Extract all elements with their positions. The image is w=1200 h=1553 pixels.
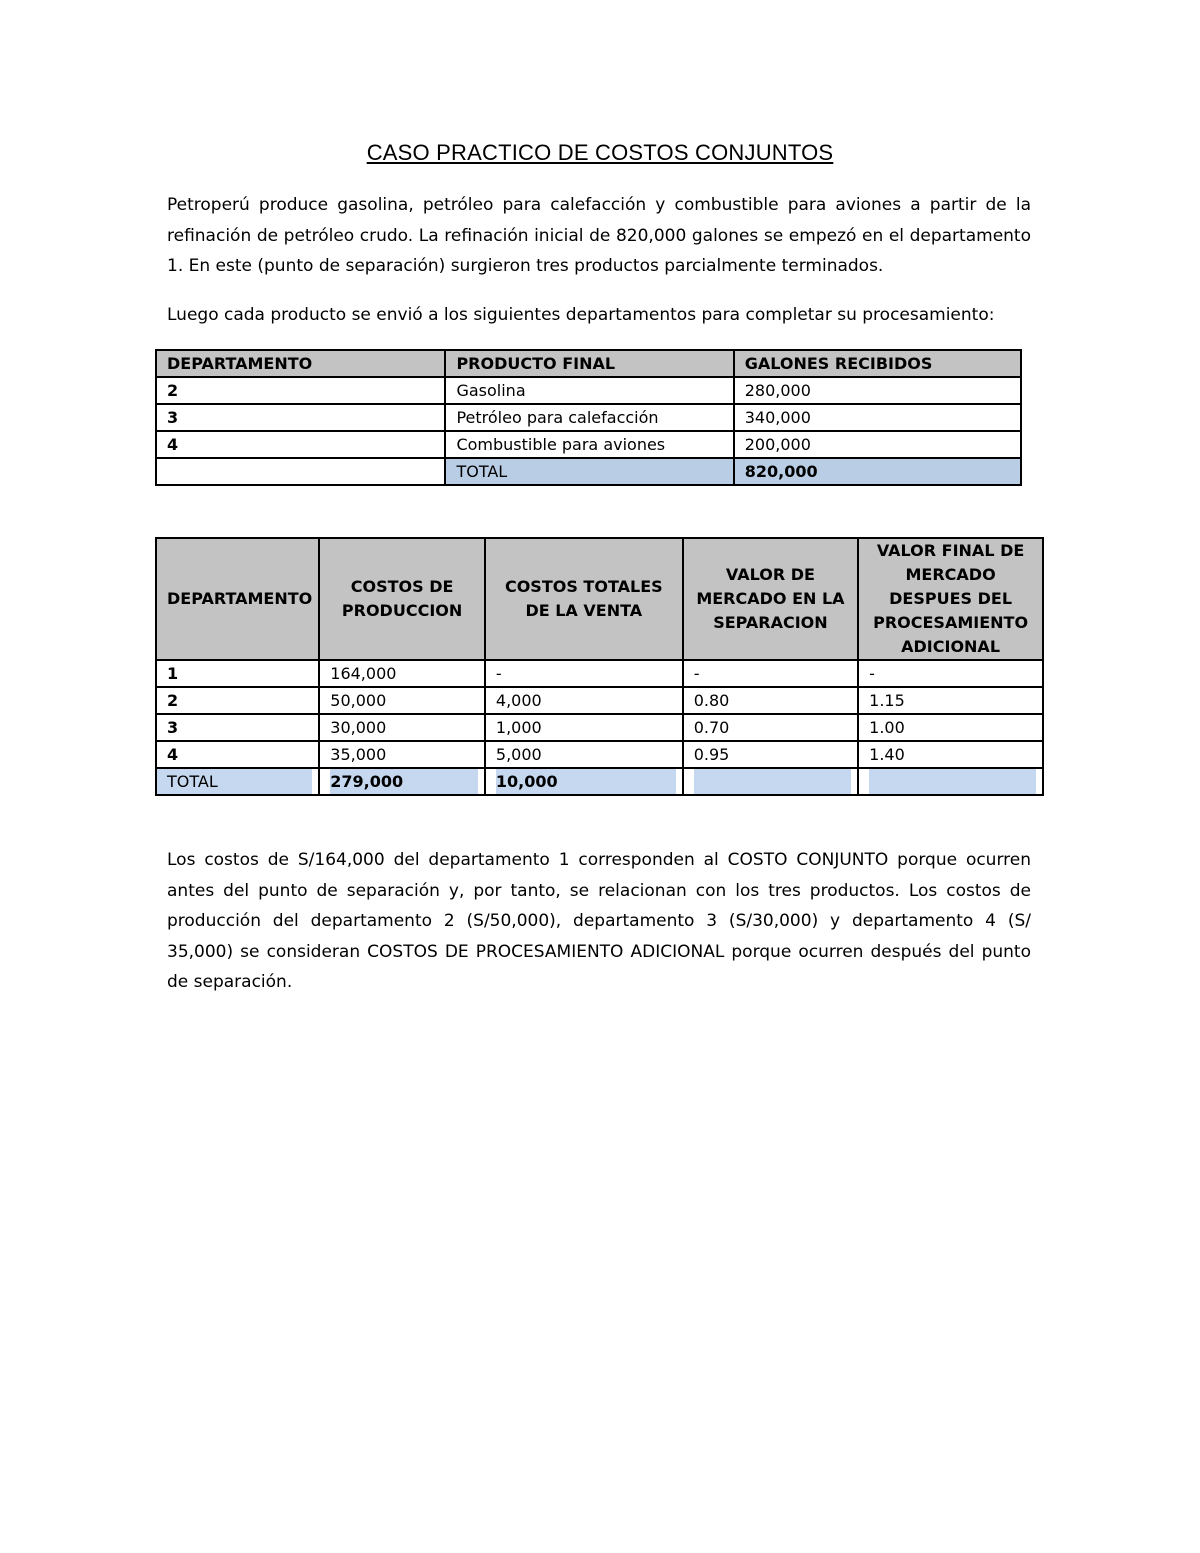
table-cell: 35,000 bbox=[319, 741, 485, 768]
table-row bbox=[156, 660, 1043, 687]
header-cell: VALOR FINAL DE MERCADO DESPUES DEL PROCESAMIENTO ADICIONAL bbox=[858, 538, 1043, 660]
total-gallons: 820,000 bbox=[734, 458, 1021, 485]
table-cell: 4 bbox=[156, 431, 445, 458]
header-cell: COSTOS TOTALES DE LA VENTA bbox=[485, 538, 683, 660]
table-cell: 2 bbox=[156, 377, 445, 404]
header-cell: GALONES RECIBIDOS bbox=[734, 350, 1021, 377]
total-row bbox=[156, 768, 1043, 795]
total-production: 279,000 bbox=[330, 769, 478, 794]
table-row bbox=[156, 687, 1043, 714]
total-label-cell bbox=[156, 768, 319, 795]
gallons-table bbox=[155, 349, 1022, 486]
header-cell: DEPARTAMENTO bbox=[156, 538, 319, 660]
header-cell: PRODUCTO FINAL bbox=[445, 350, 733, 377]
table-row bbox=[156, 431, 1021, 458]
table-cell: 1,000 bbox=[485, 714, 683, 741]
table-cell: 30,000 bbox=[319, 714, 485, 741]
header-cell: VALOR DE MERCADO EN LA SEPARACION bbox=[683, 538, 858, 660]
table-cell: - bbox=[485, 660, 683, 687]
table-cell: 164,000 bbox=[319, 660, 485, 687]
table-cell: 1.00 bbox=[858, 714, 1043, 741]
total-sales-cell bbox=[485, 768, 683, 795]
total-sales: 10,000 bbox=[496, 769, 676, 794]
table-cell: 1.15 bbox=[858, 687, 1043, 714]
table-row bbox=[156, 377, 1021, 404]
table-cell: 50,000 bbox=[319, 687, 485, 714]
empty-total-cell bbox=[683, 768, 858, 795]
table-header-row bbox=[156, 538, 1043, 660]
table-cell: 2 bbox=[156, 687, 319, 714]
total-production-cell bbox=[319, 768, 485, 795]
intro-paragraph: Petroperú produce gasolina, petróleo para calefacción y combustible para aviones a partir de la refinación de petróleo crudo. La refinación inicial de 820,000 galones se empezó en el departamento 1. En este (punto de separación) surgieron tres productos parcialmente terminados. bbox=[167, 195, 1031, 276]
table-cell: 340,000 bbox=[734, 404, 1021, 431]
table-row bbox=[156, 714, 1043, 741]
table-cell: 200,000 bbox=[734, 431, 1021, 458]
table-row bbox=[156, 741, 1043, 768]
empty-cell bbox=[156, 458, 445, 485]
header-cell: DEPARTAMENTO bbox=[156, 350, 445, 377]
empty-total-cell bbox=[858, 768, 1043, 795]
table-cell: 280,000 bbox=[734, 377, 1021, 404]
table-cell: 4 bbox=[156, 741, 319, 768]
table-cell: 4,000 bbox=[485, 687, 683, 714]
total-label: TOTAL bbox=[157, 769, 312, 794]
costs-table bbox=[155, 537, 1044, 796]
process-paragraph: Luego cada producto se envió a los siguientes departamentos para completar su procesamiento: bbox=[167, 305, 995, 325]
document-title: CASO PRACTICO DE COSTOS CONJUNTOS bbox=[366, 140, 834, 165]
table-cell: Combustible para aviones bbox=[445, 431, 733, 458]
table-cell: 0.80 bbox=[683, 687, 858, 714]
table-cell: 0.95 bbox=[683, 741, 858, 768]
table-row bbox=[156, 404, 1021, 431]
table-cell: - bbox=[858, 660, 1043, 687]
table-cell: 1.40 bbox=[858, 741, 1043, 768]
table-cell: - bbox=[683, 660, 858, 687]
table-cell: 3 bbox=[156, 714, 319, 741]
header-cell: COSTOS DE PRODUCCION bbox=[319, 538, 485, 660]
table-cell: 0.70 bbox=[683, 714, 858, 741]
table-cell: 3 bbox=[156, 404, 445, 431]
table-cell: Petróleo para calefacción bbox=[445, 404, 733, 431]
table-cell: Gasolina bbox=[445, 377, 733, 404]
table-cell: 1 bbox=[156, 660, 319, 687]
conclusion-paragraph: Los costos de S/164,000 del departamento 1 corresponden al COSTO CONJUNTO porque ocurren antes del punto de separación y, por tanto, se relacionan con los tres productos. Los costos de producción del departamento 2 (S/50,000), departamento 3 (S/30,000) y departamento 4 (S/ 35,000) se consideran COSTOS DE PROCESAMIENTO ADICIONAL porque ocurren después del punto de separación. bbox=[167, 850, 1031, 992]
total-label: TOTAL bbox=[445, 458, 733, 485]
table-header-row bbox=[156, 350, 1021, 377]
table-cell: 5,000 bbox=[485, 741, 683, 768]
total-row bbox=[156, 458, 1021, 485]
